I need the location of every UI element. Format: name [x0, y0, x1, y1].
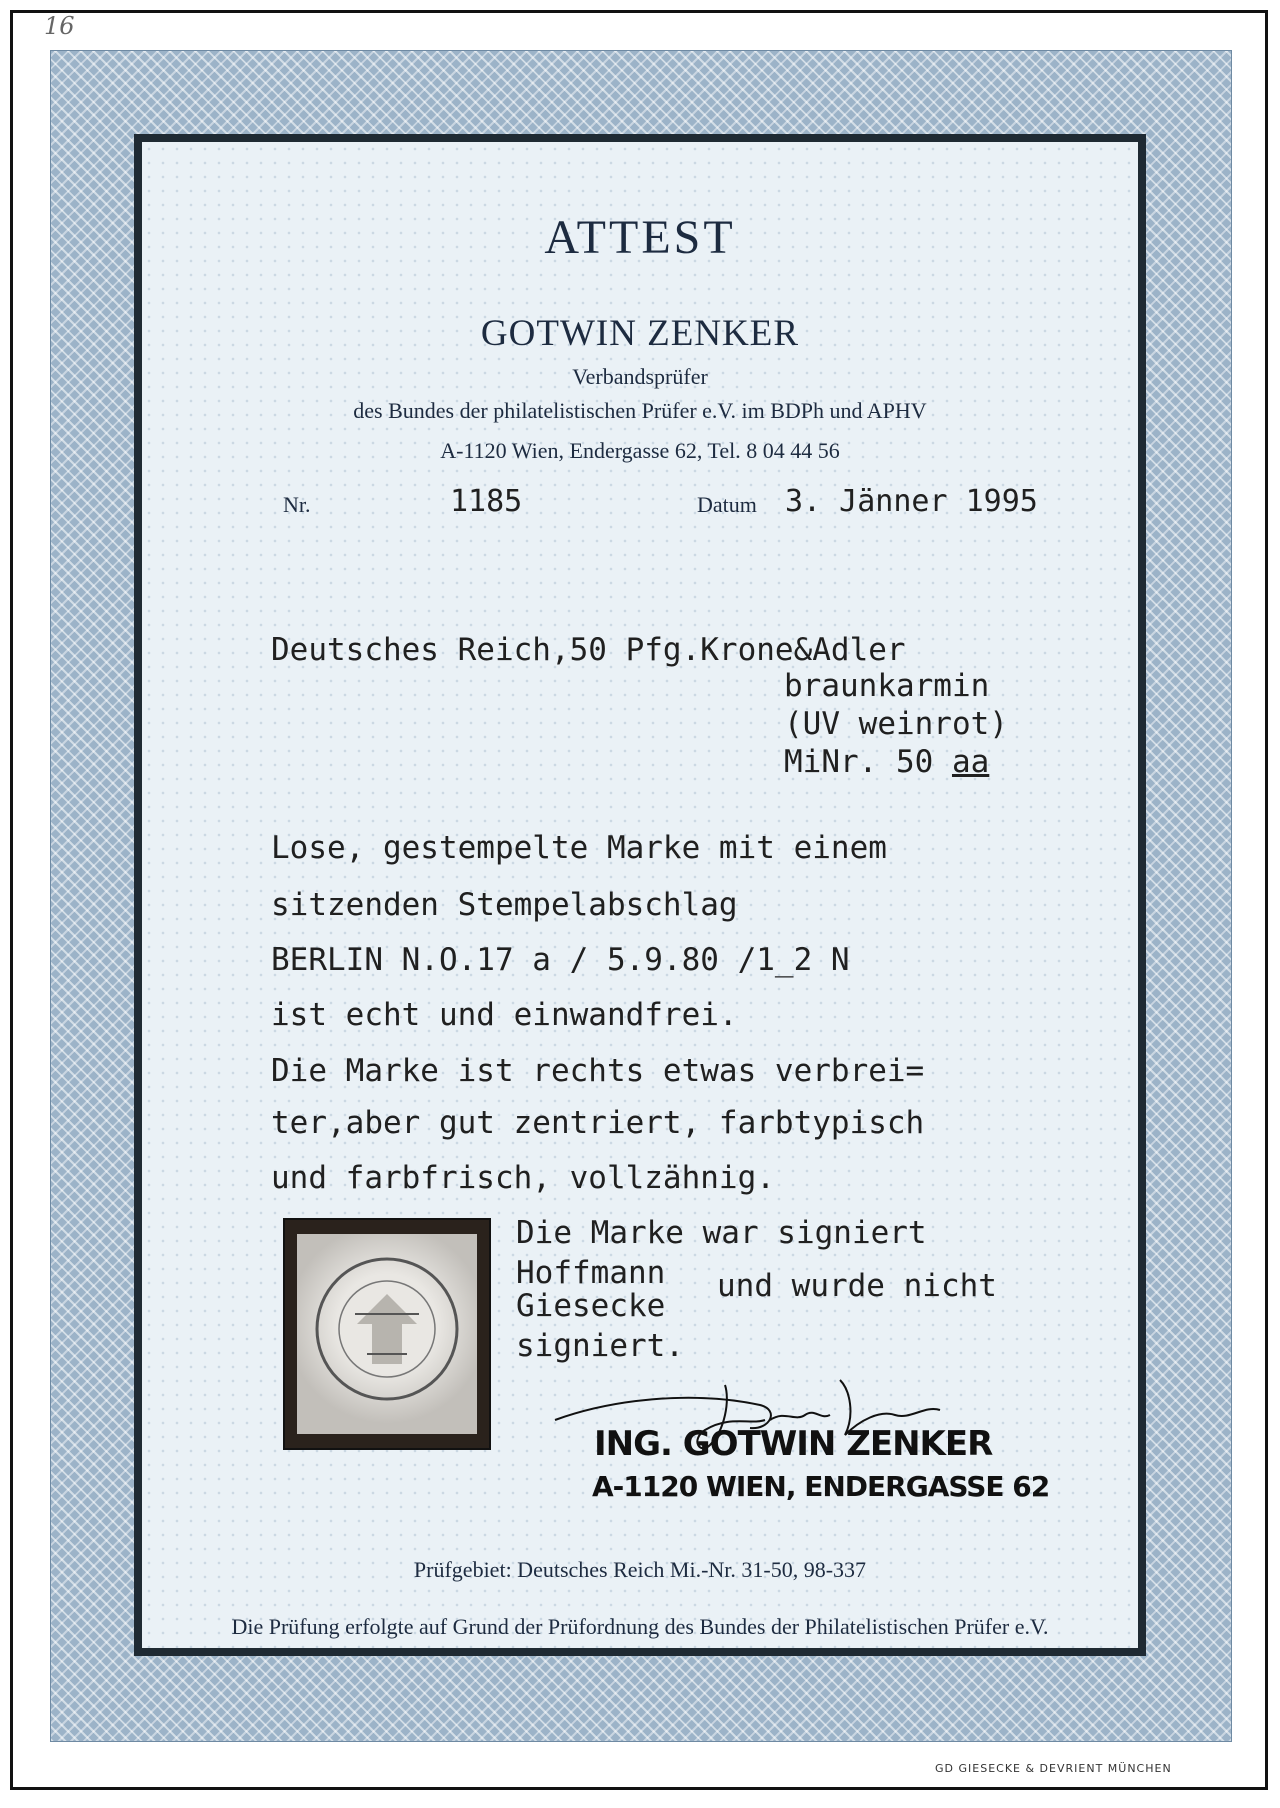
description-line-3: (UV weinrot): [784, 706, 1008, 742]
signature-stamp-line-2: A-1120 WIEN, ENDERGASSE 62: [592, 1470, 1050, 1503]
description-line-2: braunkarmin: [784, 668, 990, 704]
body-line-6: ter,aber gut zentriert, farbtypisch: [271, 1105, 925, 1141]
body-line-3: BERLIN N.O.17 a / 5.9.80 /1_2 N: [271, 942, 850, 978]
nr-label: Nr.: [283, 492, 311, 517]
signature-stamp-line-1: ING. GOTWIN ZENKER: [594, 1424, 993, 1464]
signed-note-line-4: signiert.: [516, 1328, 684, 1364]
description-line-4: [784, 744, 989, 780]
printer-mark: GD GIESECKE & DEVRIENT MÜNCHEN: [935, 1762, 1172, 1775]
certificate-title: ATTEST: [544, 211, 736, 264]
postage-stamp-image: [297, 1234, 477, 1434]
pruefung-basis: Die Prüfung erfolgte auf Grund der Prüfordnung des Bundes der Philatelistischen Prüfer e.V.: [231, 1614, 1049, 1639]
body-line-4: ist echt und einwandfrei.: [271, 997, 738, 1033]
corner-note: 16: [44, 12, 75, 40]
datum-label: Datum: [697, 492, 757, 517]
examiner-name: GOTWIN ZENKER: [480, 313, 800, 354]
body-line-7: und farbfrisch, vollzähnig.: [271, 1160, 775, 1196]
description-line-1: Deutsches Reich,50 Pfg.Krone&Adler: [271, 632, 906, 668]
pruefgebiet: Prüfgebiet: Deutsches Reich Mi.-Nr. 31-50, 98-337: [413, 1557, 867, 1582]
signed-note-not-signed: und wurde nicht: [717, 1268, 997, 1304]
signed-note-hoffmann: Hoffmann: [516, 1255, 666, 1291]
postmark-icon: [297, 1234, 477, 1434]
examiner-association: des Bundes der philatelistischen Prüfer e.V. im BDPh und APHV: [353, 398, 927, 423]
examiner-address: A-1120 Wien, Endergasse 62, Tel. 8 04 44 56: [440, 438, 840, 463]
signed-note-giesecke: Giesecke: [516, 1288, 666, 1324]
body-line-5: Die Marke ist rechts etwas verbrei=: [271, 1053, 925, 1089]
examiner-role: Verbandsprüfer: [572, 364, 708, 389]
catalog-variant: aa: [951, 744, 990, 780]
catalog-number: MiNr. 50: [784, 744, 952, 780]
nr-value: 1185: [450, 484, 523, 519]
datum-value: 3. Jänner 1995: [785, 484, 1038, 519]
body-line-2: sitzenden Stempelabschlag: [271, 887, 738, 923]
body-line-1: Lose, gestempelte Marke mit einem: [271, 830, 887, 866]
signed-note-line-1: Die Marke war signiert: [516, 1215, 927, 1251]
stamp-photo: [283, 1218, 491, 1450]
